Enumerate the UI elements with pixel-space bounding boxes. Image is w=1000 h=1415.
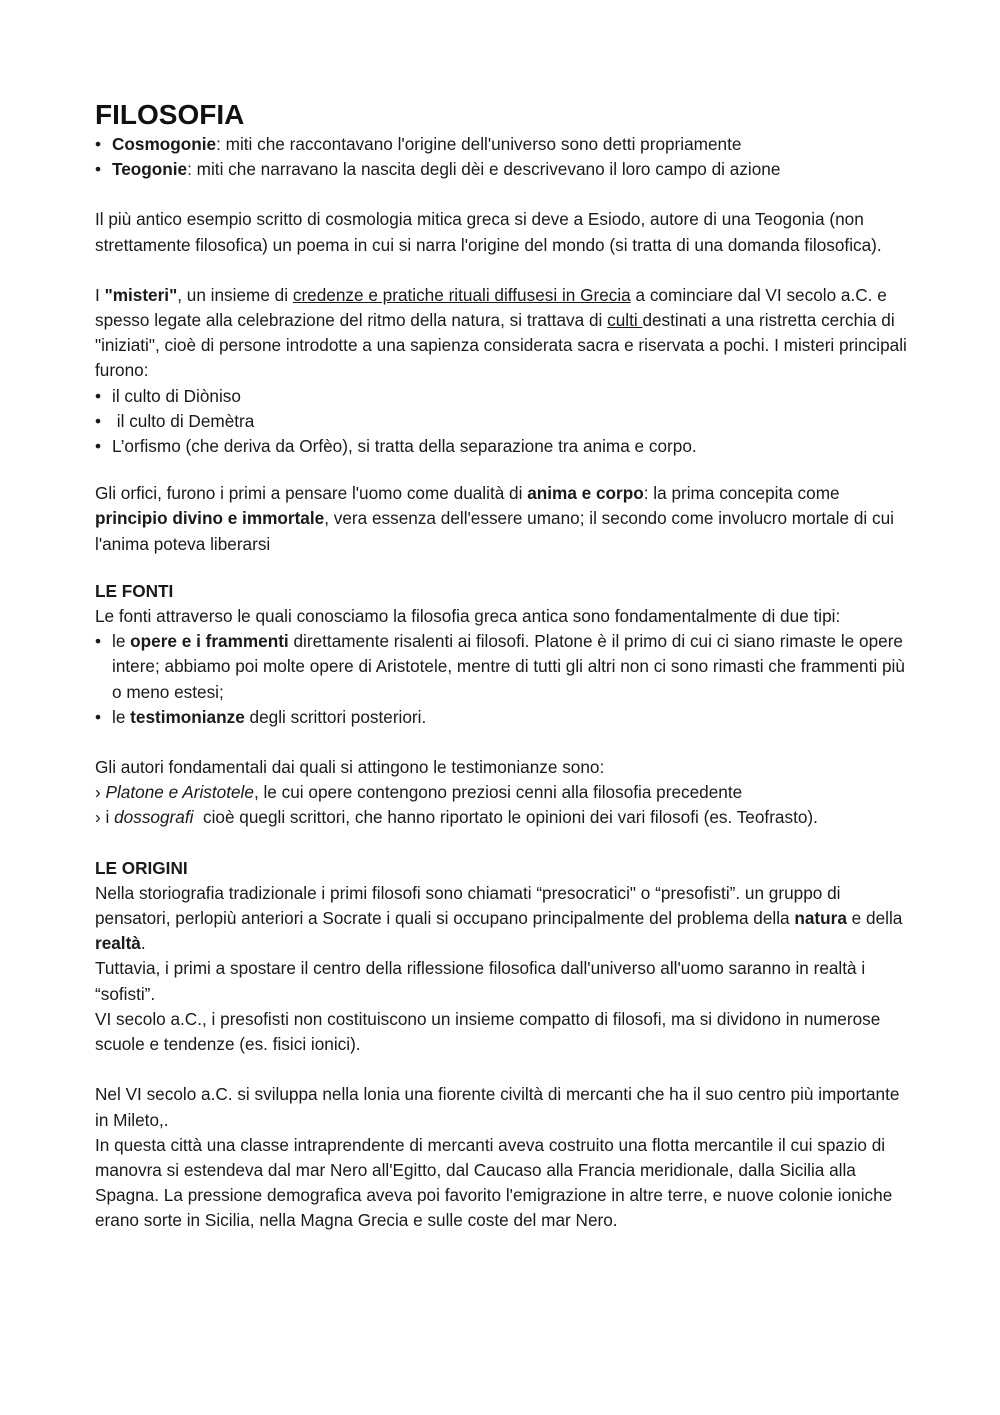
bullet-icon: • xyxy=(95,385,102,406)
underlined-text: culti xyxy=(607,310,643,331)
spacer xyxy=(95,459,915,481)
text-span: degli scrittori posteriori. xyxy=(244,706,427,727)
text-span: a cominciare dal VI secolo a.C. e spesso legate alla celebrazione del ritmo della natura, si trattava di xyxy=(95,284,887,331)
paragraph-origini-1 xyxy=(95,881,915,957)
bold-text: opere e i frammenti xyxy=(130,631,289,652)
list-item xyxy=(95,434,915,459)
text-span: i xyxy=(105,807,115,828)
bold-text: realtà xyxy=(95,933,141,954)
arrow-item xyxy=(95,805,915,830)
bold-text: anima e corpo xyxy=(527,483,644,504)
term-teogonie: Teogonie xyxy=(112,159,188,180)
paragraph-autori-intro: Gli autori fondamentali dai quali si attingono le testimonianze sono: xyxy=(95,757,605,778)
paragraph-fonti-intro: Le fonti attraverso le quali conosciamo la filosofia greca antica sono fondamentalmente di due tipi: xyxy=(95,606,841,627)
text-span: . xyxy=(140,933,146,954)
bullet-icon: • xyxy=(95,159,102,180)
bullet-icon: • xyxy=(95,436,102,457)
arrow-icon: › xyxy=(95,782,101,803)
text-span: Gli orfici, furono i primi a pensare l'uomo come dualità di xyxy=(95,483,528,504)
spacer xyxy=(95,557,915,579)
list-item xyxy=(95,409,915,434)
term-misteri: "misteri" xyxy=(104,284,178,305)
spacer xyxy=(95,1057,915,1082)
bullet-icon: • xyxy=(95,134,102,154)
list-item xyxy=(95,132,915,157)
list-item-text: il culto di Demètra xyxy=(112,410,255,431)
paragraph-origini-5: In questa città una classe intraprendente di mercanti aveva costruito una flotta mercantile il cui spazio di manovra si estendeva dal mar Nero all'Egitto, dal Caucaso alla Francia meridionale, dalla Sicilia alla Spagna. La pressione demografica aveva poi favorito l'emigrazione in altre terre, e nuove colonie ioniche erano sorte in Sicilia, nella Magna Grecia e sulle coste del mar Nero. xyxy=(95,1134,893,1231)
bullet-icon: • xyxy=(95,631,102,652)
text-span: Nella storiografia tradizionale i primi filosofi sono chiamati “presocratici" o “presofisti”. un gruppo di pensatori, perlopiù anteriori a Socrate i quali si occupano principalmente del problema della xyxy=(95,882,841,929)
spacer xyxy=(95,730,915,755)
text-span: , vera essenza dell'essere umano; il secondo come involucro mortale di cui l'anima poteva liberarsi xyxy=(95,508,895,554)
paragraph-esiodo: Il più antico esempio scritto di cosmologia mitica greca si deve a Esiodo, autore di una Teogonia (non strettamente filosofica) un poema in cui si narra l'origine del mondo (si tratta di una domanda filosofica). xyxy=(95,209,882,255)
italic-text: Platone e Aristotele xyxy=(105,782,254,803)
list-item-text: il culto di Diòniso xyxy=(112,385,241,406)
section-heading-origini: LE ORIGINI xyxy=(95,857,188,878)
text-span: direttamente risalenti ai filosofi. Platone è il primo di cui ci siano rimaste le opere intere; abbiamo poi molte opere di Aristotele, mentre di tutti gli altri non ci sono rimasti che frammenti più o meno estesi; xyxy=(112,631,905,702)
list-item xyxy=(95,157,915,182)
term-cosmogonie: Cosmogonie xyxy=(112,134,217,154)
arrow-item xyxy=(95,780,915,805)
text-span: , un insieme di xyxy=(177,284,293,305)
paragraph-origini-4: Nel VI secolo a.C. si sviluppa nella lonia una fiorente civiltà di mercanti che ha il suo centro più importante in Mileto,. xyxy=(95,1084,900,1130)
definition-text: : miti che raccontavano l'origine dell'universo sono detti propriamente xyxy=(216,134,742,154)
list-item xyxy=(95,629,915,705)
arrow-icon: › xyxy=(95,807,101,828)
paragraph-origini-3: VI secolo a.C., i presofisti non costituiscono un insieme compatto di filosofi, ma si dividono in numerose scuole e tendenze (es. fisici ionici). xyxy=(95,1008,881,1055)
text-span: destinati a una ristretta cerchia di "iniziati", cioè di persone introdotte a una sapienza considerata sacra e riservata a pochi. I misteri principali furono: xyxy=(95,310,907,381)
text-span: cioè quegli scrittori, che hanno riportato le opinioni dei vari filosofi (es. Teofrasto). xyxy=(193,807,818,828)
definition-text: : miti che narravano la nascita degli dèi e descrivevano il loro campo di azione xyxy=(187,159,781,180)
bullet-icon: • xyxy=(95,706,102,727)
bold-text: natura xyxy=(794,908,847,929)
page-title: FILOSOFIA xyxy=(95,99,245,130)
paragraph-orfici xyxy=(95,481,915,557)
bold-text: testimonianze xyxy=(130,706,245,727)
document-page xyxy=(95,98,915,1234)
list-item-text: L’orfismo (che deriva da Orfèo), si tratta della separazione tra anima e corpo. xyxy=(112,436,697,457)
text-span: : la prima concepita come xyxy=(643,483,840,504)
list-item xyxy=(95,384,915,409)
text-span: le xyxy=(112,631,131,652)
spacer xyxy=(95,831,915,856)
bold-text: principio divino e immortale xyxy=(95,508,325,529)
paragraph-misteri xyxy=(95,283,915,384)
italic-text: dossografi xyxy=(114,807,194,828)
section-heading-fonti: LE FONTI xyxy=(95,580,174,601)
list-item xyxy=(95,705,915,730)
paragraph-origini-2: Tuttavia, i primi a spostare il centro della riflessione filosofica dall'universo all'uomo saranno in realtà i “sofisti”. xyxy=(95,958,866,1004)
spacer xyxy=(95,258,915,283)
spacer xyxy=(95,182,915,207)
text-span: le xyxy=(112,706,131,727)
text-span: , le cui opere contengono preziosi cenni alla filosofia precedente xyxy=(253,782,743,803)
text-span: I xyxy=(95,284,105,305)
bullet-icon: • xyxy=(95,410,102,431)
text-span: e della xyxy=(846,908,903,929)
underlined-text: credenze e pratiche rituali diffusesi in Grecia xyxy=(292,284,631,305)
